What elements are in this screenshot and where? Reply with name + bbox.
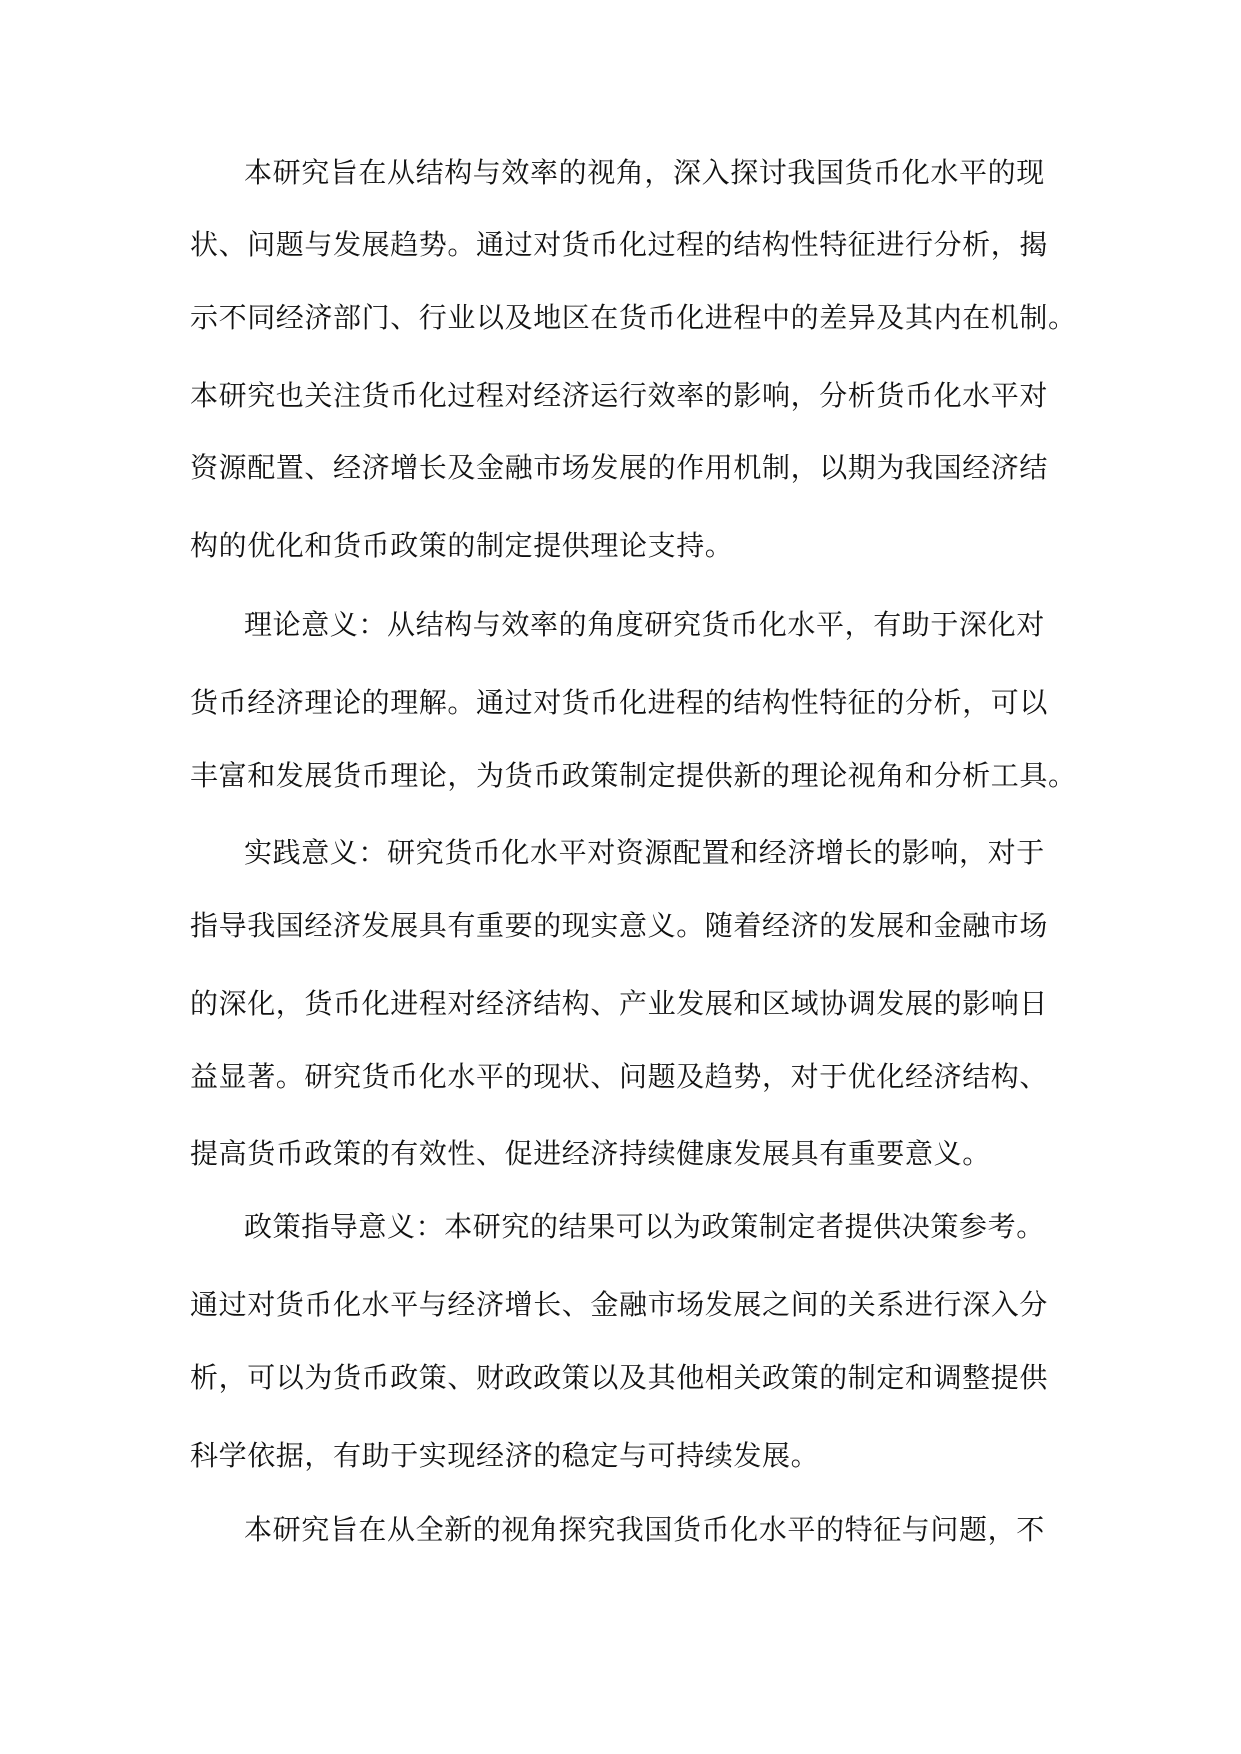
text-line: 提高货币政策的有效性、促进经济持续健康发展具有重要意义。 [190, 1137, 991, 1170]
text-line: 理论意义：从结构与效率的角度研究货币化水平，有助于深化对 [244, 608, 1045, 641]
text-line: 构的优化和货币政策的制定提供理论支持。 [190, 529, 734, 562]
text-line: 本研究旨在从全新的视角探究我国货币化水平的特征与问题，不 [244, 1513, 1045, 1546]
text-line: 资源配置、经济增长及金融市场发展的作用机制，以期为我国经济结 [190, 451, 1049, 484]
text-line: 的深化，货币化进程对经济结构、产业发展和区域协调发展的影响日 [190, 987, 1049, 1020]
text-line: 益显著。研究货币化水平的现状、问题及趋势，对于优化经济结构、 [190, 1060, 1049, 1093]
text-line: 货币经济理论的理解。通过对货币化进程的结构性特征的分析，可以 [190, 686, 1049, 719]
text-line: 本研究也关注货币化过程对经济运行效率的影响，分析货币化水平对 [190, 379, 1049, 412]
text-line: 科学依据，有助于实现经济的稳定与可持续发展。 [190, 1439, 820, 1472]
text-line: 示不同经济部门、行业以及地区在货币化进程中的差异及其内在机制。 [190, 301, 1077, 334]
text-line: 丰富和发展货币理论，为货币政策制定提供新的理论视角和分析工具。 [190, 759, 1077, 792]
text-line: 通过对货币化水平与经济增长、金融市场发展之间的关系进行深入分 [190, 1288, 1049, 1321]
text-line: 析，可以为货币政策、财政政策以及其他相关政策的制定和调整提供 [190, 1361, 1049, 1394]
text-line: 状、问题与发展趋势。通过对货币化过程的结构性特征进行分析，揭 [190, 228, 1049, 261]
text-line: 政策指导意义：本研究的结果可以为政策制定者提供决策参考。 [244, 1210, 1045, 1243]
text-line: 本研究旨在从结构与效率的视角，深入探讨我国货币化水平的现 [244, 156, 1045, 189]
text-line: 实践意义：研究货币化水平对资源配置和经济增长的影响，对于 [244, 836, 1045, 869]
text-line: 指导我国经济发展具有重要的现实意义。随着经济的发展和金融市场 [190, 909, 1049, 942]
